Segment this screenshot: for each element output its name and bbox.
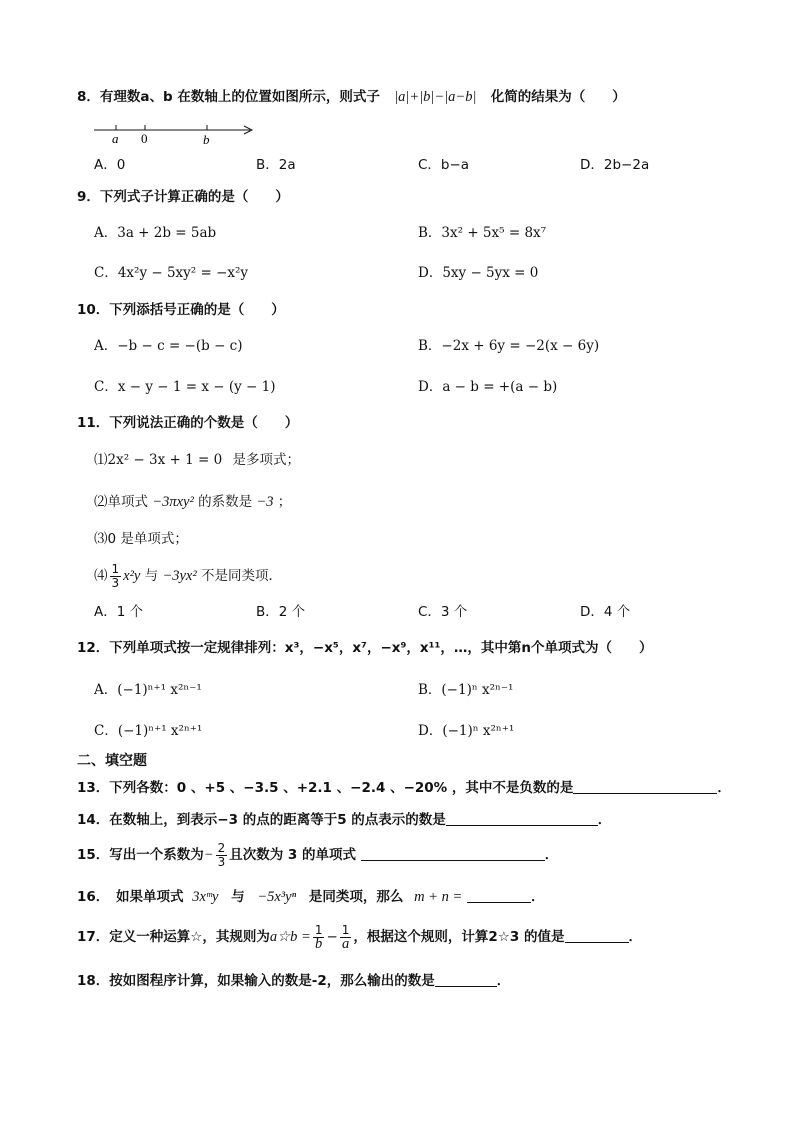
q17-frac1-den: b — [315, 935, 323, 952]
q16-b: 与 — [231, 889, 245, 905]
q14-line — [77, 811, 611, 829]
q18-line — [77, 972, 510, 990]
q15-line — [77, 840, 558, 870]
s4-m2: −3yx² — [162, 568, 197, 584]
s4-frac-den: 3 — [111, 575, 120, 590]
q15-b: 且次数为 3 的单项式 — [229, 847, 357, 863]
s4-m1: x²y — [123, 568, 141, 584]
q11-option-d: D．4 个 — [580, 604, 631, 620]
q11-option-b: B．2 个 — [256, 604, 306, 620]
q12-option-d: D．(−1)ⁿ x²ⁿ⁺¹ — [418, 723, 515, 739]
q8-option-d: D．2b−2a — [580, 157, 650, 173]
q9-option-a: A．3a + 2b = 5ab — [94, 225, 217, 241]
q8-option-a: A．0 — [94, 157, 126, 173]
s2-a: ⑵单项式 — [94, 494, 148, 510]
q17-frac2-num: 1 — [341, 922, 350, 937]
q16-c: 是同类项，那么 — [308, 889, 404, 905]
s4-end: 不是同类项． — [201, 568, 283, 584]
q16-answer-blank[interactable] — [467, 888, 531, 903]
s1-math: ⑴2x² − 3x + 1 = 0 — [94, 452, 223, 468]
q13-line — [77, 779, 731, 797]
label-a: a — [112, 131, 119, 146]
q17-frac2-den: a — [341, 935, 350, 952]
s4-a: ⑷ — [94, 568, 108, 584]
q17-line — [77, 920, 642, 954]
q8-stem-end: 化简的结果为（ ） — [490, 89, 626, 105]
q8-option-c: C．b−a — [418, 157, 470, 173]
q11-statement-4 — [94, 562, 282, 590]
q14-answer-blank[interactable] — [446, 811, 598, 826]
q16-line — [77, 888, 544, 906]
q17-a: 17．定义一种运算☆，其规则为 — [77, 929, 270, 945]
q16-period: ． — [530, 889, 545, 905]
q18-text: 18．按如图程序计算，如果输入的数是-2，那么输出的数是 — [77, 973, 435, 989]
q17-m1: a☆b = — [269, 929, 311, 945]
q11-stem: 11．下列说法正确的个数是（ ） — [77, 415, 299, 431]
q8-number-line — [92, 120, 262, 150]
q8-stem-line — [77, 88, 626, 106]
q15-sign: − — [203, 847, 214, 863]
q11-statement-1 — [94, 451, 300, 469]
q18-period: ． — [496, 973, 511, 989]
q17-frac1-num: 1 — [314, 922, 323, 937]
q15-period: ． — [544, 847, 559, 863]
q17-b: ，根据这个规则，计算2☆3 的值是 — [353, 929, 565, 945]
q11-option-a: A．1 个 — [94, 604, 144, 620]
q13-text: 13．下列各数：0 、+5 、−3.5 、+2.1 、−2.4 、−20% ，其中不是负数的是 — [77, 780, 574, 796]
s1-text: 是多项式； — [232, 452, 300, 468]
q9-option-d: D．5xy − 5yx = 0 — [418, 265, 539, 281]
q16-a: 16． 如果单项式 — [77, 889, 184, 905]
q10-stem: 10．下列添括号正确的是（ ） — [77, 302, 285, 318]
s2-b: 的系数是 — [198, 494, 253, 510]
q15-answer-blank[interactable] — [361, 846, 545, 861]
q12-option-c: C．(−1)ⁿ⁺¹ x²ⁿ⁺¹ — [94, 723, 203, 739]
q8-expression: |a|+|b|−|a−b| — [394, 89, 477, 105]
q16-m2: −5x³yⁿ — [257, 889, 297, 905]
q14-period: ． — [597, 812, 612, 828]
section-heading: 二、填空题 — [77, 753, 147, 769]
q9-stem: 9．下列式子计算正确的是（ ） — [77, 189, 289, 205]
q10-option-a: A．−b − c = −(b − c) — [94, 338, 243, 354]
q8-stem: 8．有理数a、b 在数轴上的位置如图所示，则式子 — [77, 89, 380, 105]
q17-period: ． — [628, 929, 642, 945]
q12-option-b: B．(−1)ⁿ x²ⁿ⁻¹ — [418, 682, 514, 698]
q17-minus: − — [326, 929, 338, 945]
s2-end: ； — [277, 494, 292, 510]
q13-period: ． — [717, 780, 731, 796]
q15-frac-den: 3 — [217, 854, 226, 869]
s4-frac-num: 1 — [111, 561, 120, 576]
q18-answer-blank[interactable] — [435, 972, 497, 987]
q12-option-a: A．(−1)ⁿ⁺¹ x²ⁿ⁻¹ — [94, 682, 202, 698]
label-b: b — [203, 132, 210, 147]
q11-statement-3: ⑶0 是单项式； — [94, 531, 188, 547]
q10-option-b: B．−2x + 6y = −2(x − 6y) — [418, 338, 600, 354]
q11-option-c: C．3 个 — [418, 604, 468, 620]
q17-answer-blank[interactable] — [565, 928, 629, 943]
q8-option-b: B．2a — [256, 157, 296, 173]
s2-math: −3πxy² — [152, 494, 194, 510]
q16-m3: m + n = — [414, 889, 463, 905]
q14-text: 14．在数轴上，到表示−3 的点的距离等于5 的点表示的数是 — [77, 812, 446, 828]
q16-m1: 3xᵐy — [192, 889, 219, 905]
q11-statement-2 — [94, 493, 291, 511]
q13-answer-blank[interactable] — [573, 779, 717, 794]
s4-b: 与 — [144, 568, 159, 584]
q10-option-c: C．x − y − 1 = x − (y − 1) — [94, 379, 276, 395]
q9-option-b: B．3x² + 5x⁵ = 8x⁷ — [418, 225, 547, 241]
s2-val: −3 — [256, 494, 274, 510]
q9-option-c: C．4x²y − 5xy² = −x²y — [94, 265, 249, 281]
q10-option-d: D．a − b = +(a − b) — [418, 379, 558, 395]
label-zero: 0 — [141, 131, 148, 146]
q15-a: 15．写出一个系数为 — [77, 847, 204, 863]
q12-stem: 12．下列单项式按一定规律排列：x³，−x⁵，x⁷，−x⁹，x¹¹，…，其中第n个单项式为（ ） — [77, 640, 653, 656]
q15-frac-num: 2 — [217, 840, 226, 855]
